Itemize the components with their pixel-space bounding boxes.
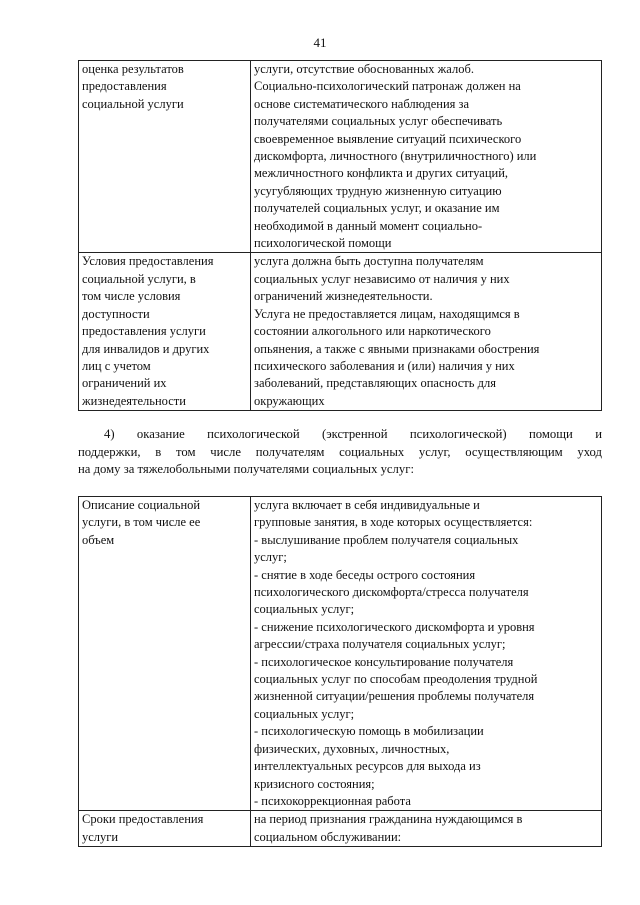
row-content-line: - психологическое консультирование получателя <box>254 654 514 669</box>
section-paragraph <box>78 426 602 479</box>
table-row <box>79 497 602 811</box>
row-label-line: услуги <box>82 829 119 844</box>
row-content-line: - психокоррекционная работа <box>254 793 411 808</box>
row-content-line: групповые занятия, в ходе которых осуществляется: <box>254 515 533 530</box>
row-content-line: услуг; <box>254 550 287 565</box>
row-label-line: ограничений их <box>82 376 167 391</box>
row-content-line: усугубляющих трудную жизненную ситуацию <box>254 183 502 198</box>
row-content-line: кризисного состояния; <box>254 776 375 791</box>
row-label-line: предоставления услуги <box>82 324 206 339</box>
row-content-line: услуги, отсутствие обоснованных жалоб. <box>254 62 474 76</box>
row-label-line: том числе условия <box>82 289 181 304</box>
row-content-line: - снятие в ходе беседы острого состояния <box>254 567 476 582</box>
row-content-line: социальных услуг; <box>254 602 355 617</box>
row-content-line: получателями социальных услуг обеспечивать <box>254 114 503 129</box>
row-content-line: интеллектуальных ресурсов для выхода из <box>254 759 481 774</box>
row-label-line: социальной услуги, в <box>82 271 196 286</box>
row-content-line: физических, духовных, личностных, <box>254 741 450 756</box>
row-content-line: социальном обслуживании: <box>254 829 402 844</box>
row-content-line: основе систематического наблюдения за <box>254 96 469 111</box>
service-table-top <box>78 60 602 411</box>
paragraph-line: поддержки, в том числе получателям социальных услуг, осуществляющим уход <box>78 444 602 459</box>
row-content-line: заболеваний, представляющих опасность для <box>254 376 496 391</box>
row-content-line: своевременное выявление ситуаций психического <box>254 131 522 146</box>
row-content-cell <box>251 497 602 811</box>
row-label-line: услуги, в том числе ее <box>82 515 201 530</box>
row-label-line: доступности <box>82 306 150 321</box>
row-content-line: необходимой в данный момент социально- <box>254 218 483 233</box>
row-content-line: получателей социальных услуг, и оказание им <box>254 201 500 216</box>
row-label-line: объем <box>82 532 115 547</box>
row-content-line: услуга включает в себя индивидуальные и <box>254 498 480 512</box>
row-content-line: жизненной ситуации/решения проблемы получателя <box>254 689 535 704</box>
row-label-cell <box>79 497 251 811</box>
row-label-line: предоставления <box>82 79 167 94</box>
row-label-line: оценка результатов <box>82 62 184 76</box>
row-label-cell <box>79 61 251 253</box>
row-label-cell <box>79 253 251 411</box>
table-row <box>79 253 602 411</box>
row-content-cell <box>251 811 602 847</box>
row-content-line: - снижение психологического дискомфорта и уровня <box>254 619 535 634</box>
row-content-cell <box>251 253 602 411</box>
row-content-line: услуга должна быть доступна получателям <box>254 254 484 269</box>
paragraph-line: 4) оказание психологической (экстренной психологической) помощи и <box>104 427 602 441</box>
row-content-line: межличностного конфликта и других ситуаций, <box>254 166 509 181</box>
row-label-line: Условия предоставления <box>82 254 214 269</box>
row-content-line: психического заболевания и (или) наличия у них <box>254 358 515 373</box>
row-content-line: окружающих <box>254 393 325 408</box>
row-content-line: на период признания гражданина нуждающимся в <box>254 812 523 827</box>
row-content-line: опьянения, а также с явными признаками обострения <box>254 341 540 356</box>
row-label-line: социальной услуги <box>82 96 184 111</box>
row-label-line: Сроки предоставления <box>82 812 204 827</box>
table-row <box>79 811 602 847</box>
row-content-line: - выслушивание проблем получателя социальных <box>254 532 519 547</box>
row-content-cell <box>251 61 602 253</box>
row-content-line: - психологическую помощь в мобилизации <box>254 724 484 739</box>
paragraph-line: на дому за тяжелобольными получателями социальных услуг: <box>78 462 414 477</box>
row-content-line: социальных услуг по способам преодоления трудной <box>254 672 538 687</box>
row-label-line: для инвалидов и других <box>82 341 210 356</box>
row-content-line: Социально-психологический патронаж должен на <box>254 79 521 94</box>
row-label-line: лиц с учетом <box>82 358 151 373</box>
row-content-line: агрессии/страха получателя социальных услуг; <box>254 637 506 652</box>
row-content-line: ограничений жизнедеятельности. <box>254 289 433 304</box>
row-content-line: психологической помощи <box>254 236 392 251</box>
table-row <box>79 61 602 253</box>
row-content-line: психологического дискомфорта/стресса получателя <box>254 585 529 600</box>
page-number: 41 <box>313 35 327 50</box>
row-content-line: социальных услуг; <box>254 706 355 721</box>
row-content-line: социальных услуг независимо от наличия у них <box>254 271 510 286</box>
row-content-line: состоянии алкогольного или наркотического <box>254 324 491 339</box>
service-table-bottom <box>78 496 602 847</box>
row-content-line: Услуга не предоставляется лицам, находящимся в <box>254 306 520 321</box>
row-label-cell <box>79 811 251 847</box>
row-label-line: жизнедеятельности <box>82 393 186 408</box>
row-content-line: дискомфорта, личностного (внутриличностного) или <box>254 149 537 164</box>
row-label-line: Описание социальной <box>82 498 201 512</box>
